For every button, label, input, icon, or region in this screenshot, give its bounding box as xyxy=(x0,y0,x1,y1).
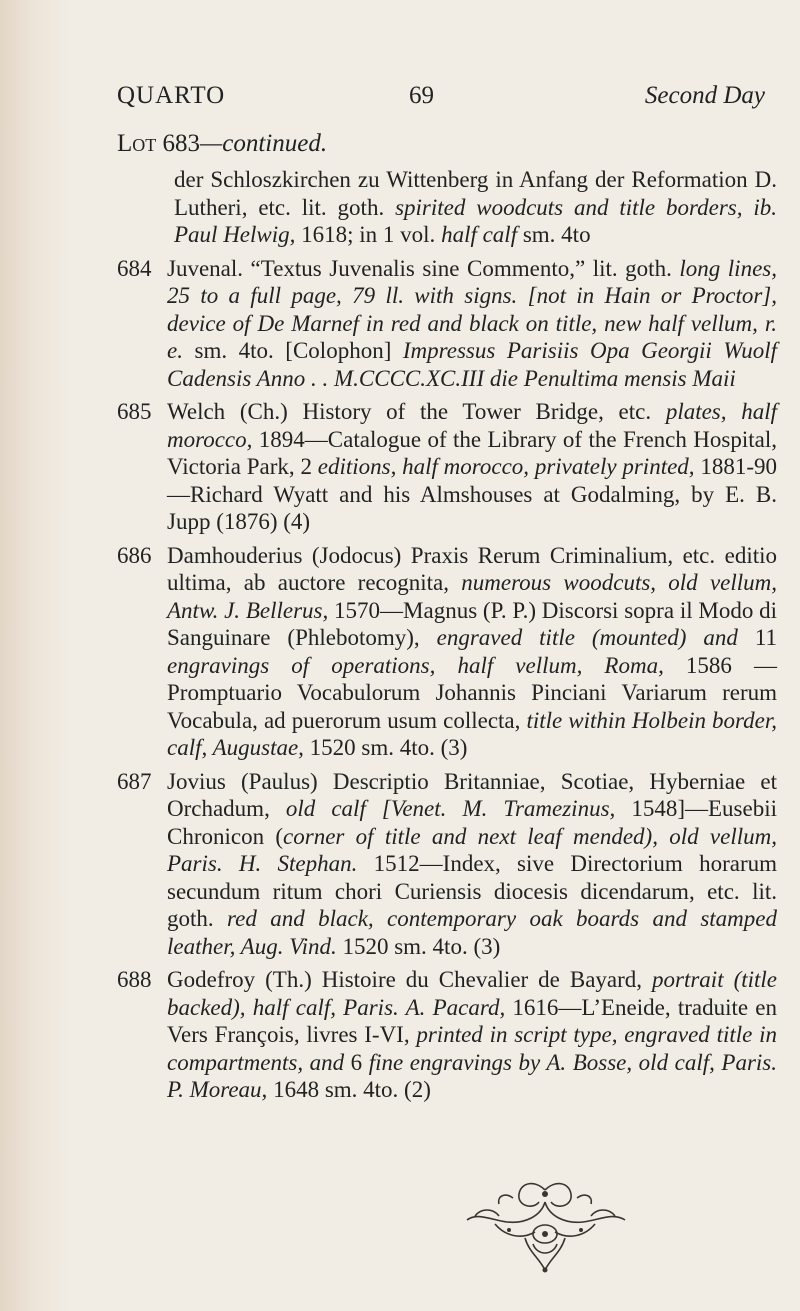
italic-segment: long lines, 25 to a full page, 79 ll. with signs. [not in Hain or Proctor], device of De Marnef in red and black on title, new half vellum, r. e. xyxy=(167,255,777,363)
lot-description xyxy=(167,966,777,1104)
lot-description xyxy=(167,255,777,393)
text-segment: 1548]—Eusebii Chronicon ( xyxy=(167,796,777,849)
italic-segment: printed in script type, engraved title in compartments, and xyxy=(167,1022,777,1075)
text-segment: sm. 4to xyxy=(517,222,591,247)
text-segment: 6 xyxy=(344,1049,369,1075)
text-segment: der Schloszkirchen zu Wittenberg in Anfang der Reformation D. Lutheri, etc. lit. goth. xyxy=(174,167,777,220)
lot-heading xyxy=(117,130,327,158)
text-segment: 1520 sm. 4to. (3) xyxy=(336,933,501,959)
lot-continued: —continued. xyxy=(200,130,328,157)
italic-segment: numerous woodcuts, old vellum, Antw. J. Bellerus, xyxy=(167,570,777,623)
text-segment: 1894—Catalogue of the Library of the French Hospital, Victoria Park, 2 xyxy=(167,426,777,479)
floral-tailpiece-ornament-icon xyxy=(455,1172,635,1282)
lot-entry-685 xyxy=(117,398,777,536)
italic-segment: editions, half morocco, privately printed, xyxy=(317,454,695,479)
lot-number: 683 xyxy=(162,130,201,157)
lot-number: 685 xyxy=(117,399,152,424)
lot-number: 686 xyxy=(117,542,152,568)
continuation-entry xyxy=(117,166,777,249)
lot-description xyxy=(167,542,777,762)
entry-list xyxy=(117,255,777,1104)
italic-segment: engraved title (mounted) and xyxy=(436,625,738,650)
italic-segment: red and black, contemporary oak boards and stamped leather, Aug. Vind. xyxy=(167,906,778,959)
text-segment: 1648 sm. 4to. (2) xyxy=(267,1077,431,1102)
italic-segment: engravings of operations, half vellum, Roma, xyxy=(167,652,664,678)
italic-segment: plates, half morocco, xyxy=(167,399,777,452)
italic-segment: Impressus Parisiis Opa Georgii Wuolf Cadensis Anno . . M.CCCC.XC.III die Penultima mensis Maii xyxy=(167,338,777,391)
lot-entry-687 xyxy=(117,768,777,961)
lot-label: Lot xyxy=(117,130,157,157)
lot-entry-688 xyxy=(117,966,777,1104)
italic-segment: portrait (title backed), half calf, Paris. A. Pacard, xyxy=(167,967,777,1020)
text-segment: 1586 —Promptuario Vocabulorum Johannis Pinciani Variarum rerum Vocabula, ad puerorum usum collecta, xyxy=(167,652,777,733)
lot-entries xyxy=(117,166,777,1110)
lot-entry-684 xyxy=(117,255,777,393)
text-segment: 1570—Magnus (P. P.) Discorsi sopra il Modo di Sanguinare (Phlebotomy), xyxy=(167,597,777,650)
italic-segment: old calf [Venet. M. Tramezinus, xyxy=(285,796,616,821)
italic-segment: fine engravings by A. Bosse, old calf, Paris. P. Moreau, xyxy=(167,1049,778,1102)
text-segment: 11 xyxy=(737,625,777,650)
text-segment: sm. 4to. [Colophon] xyxy=(182,338,403,363)
italic-segment: title within Holbein border, calf, Augustae, xyxy=(167,707,777,760)
header-format: QUARTO xyxy=(117,82,226,109)
italic-segment: spirited woodcuts and title borders, ib. Paul Helwig, xyxy=(174,194,777,247)
text-segment: Juvenal. “Textus Juvenalis sine Commento,” lit. goth. xyxy=(167,255,680,281)
text-segment: 1618; in 1 vol. xyxy=(295,222,442,247)
italic-segment: corner of title and next leaf mended), old vellum, Paris. H. Stephan. xyxy=(167,823,777,876)
lot-number: 687 xyxy=(117,768,152,794)
page-number: 69 xyxy=(409,82,434,109)
header-day: Second Day xyxy=(644,82,765,109)
lot-number: 684 xyxy=(117,255,152,281)
italic-segment: half calf xyxy=(441,222,518,247)
text-segment: 1512—Index, sive Directorium horarum secundum ritum chori Curiensis diocesis dicendarum, etc. lit. goth. xyxy=(167,851,777,931)
text-segment: Welch (Ch.) History of the Tower Bridge, etc. xyxy=(167,399,666,424)
lot-number: 688 xyxy=(117,967,152,992)
lot-entry-686 xyxy=(117,542,777,762)
lot-description xyxy=(167,398,777,536)
text-segment: Damhouderius (Jodocus) Praxis Rerum Criminalium, etc. editio ultima, ab auctore recognita, xyxy=(167,542,777,595)
lot-description xyxy=(167,768,777,961)
continuation-text xyxy=(117,166,777,249)
text-segment: 1616—L’Eneide, traduite en Vers François, livres I-VI, xyxy=(167,994,777,1047)
text-segment: Godefroy (Th.) Histoire du Chevalier de Bayard, xyxy=(167,967,653,992)
text-segment: 1520 sm. 4to. (3) xyxy=(303,735,468,760)
text-segment: 1881-90—Richard Wyatt and his Almshouses at Godalming, by E. B. Jupp (1876) (4) xyxy=(167,454,777,534)
running-header xyxy=(117,82,765,112)
text-segment: Jovius (Paulus) Descriptio Britanniae, Scotiae, Hyberniae et Orchadum, xyxy=(167,768,777,821)
